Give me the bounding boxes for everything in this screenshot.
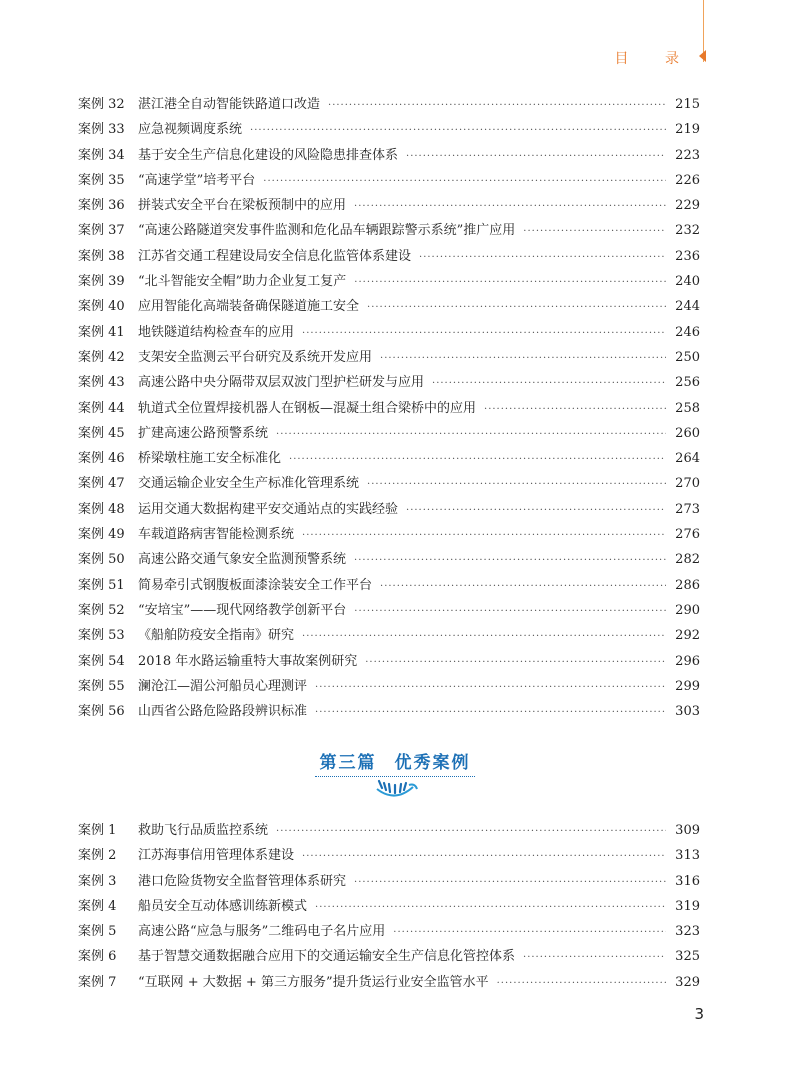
toc-entry-page: 270 <box>675 476 700 492</box>
toc-entry-page: 290 <box>675 602 700 618</box>
toc-entry-page: 309 <box>675 823 700 838</box>
toc-entry[interactable] <box>78 169 700 194</box>
toc-entry-title: 救助飞行品质监控系统 <box>138 823 269 838</box>
toc-entry[interactable] <box>78 895 700 920</box>
section-heading <box>0 748 790 801</box>
toc-entry-title: 地铁隧道结构检查车的应用 <box>138 324 295 340</box>
toc-entry-number: 案例 47 <box>78 476 125 492</box>
toc-leader-dots <box>406 505 666 516</box>
toc-leader-dots <box>276 429 666 440</box>
toc-leader-dots <box>289 454 666 465</box>
toc-entry-title: 基于智慧交通数据融合应用下的交通运输安全生产信息化管控体系 <box>138 949 516 965</box>
toc-entry-title: 2018 年水路运输重特大事故案例研究 <box>138 653 358 669</box>
toc-entry[interactable] <box>78 523 700 548</box>
toc-entry-number: 案例 3 <box>78 873 117 889</box>
toc-entry-title: 桥梁墩柱施工安全标准化 <box>138 451 282 467</box>
toc-entry[interactable] <box>78 870 700 895</box>
toc-entry-title: “高速公路隧道突发事件监测和危化品车辆跟踪警示系统”推广应用 <box>138 223 516 239</box>
toc-entry[interactable] <box>78 447 700 472</box>
toc-entry[interactable] <box>78 700 700 725</box>
toc-entry-number: 案例 40 <box>78 299 125 315</box>
toc-list-part1 <box>78 93 700 725</box>
toc-entry-number: 案例 48 <box>78 501 125 517</box>
section-emblem-icon <box>365 779 425 801</box>
toc-leader-dots <box>419 252 666 263</box>
toc-entry-number: 案例 35 <box>78 172 125 188</box>
toc-entry-page: 286 <box>675 577 700 593</box>
toc-entry-page: 329 <box>675 974 700 990</box>
toc-entry-number: 案例 33 <box>78 122 125 138</box>
toc-entry[interactable] <box>78 118 700 143</box>
toc-leader-dots <box>302 328 666 339</box>
toc-entry-number: 案例 36 <box>78 198 125 214</box>
toc-entry-page: 229 <box>675 198 700 214</box>
toc-entry-number: 案例 5 <box>78 924 117 940</box>
toc-leader-dots <box>315 902 666 913</box>
toc-entry[interactable] <box>78 371 700 396</box>
toc-entry-title: 基于安全生产信息化建设的风险隐患排查体系 <box>138 147 399 163</box>
running-header: 目 录 <box>614 51 695 67</box>
toc-entry-title: “高速学堂”培考平台 <box>138 172 256 188</box>
toc-entry-page: 273 <box>675 501 700 517</box>
toc-entry-number: 案例 4 <box>78 898 117 914</box>
toc-entry-page: 226 <box>675 172 700 188</box>
toc-leader-dots <box>354 201 666 212</box>
toc-entry-number: 案例 2 <box>78 848 117 864</box>
toc-entry-number: 案例 43 <box>78 375 125 391</box>
toc-leader-dots <box>393 927 666 938</box>
toc-entry-page: 276 <box>675 527 700 543</box>
toc-entry-title: 港口危险货物安全监督管理体系研究 <box>138 873 347 889</box>
toc-entry-title: 高速公路“应急与服务”二维码电子名片应用 <box>138 924 386 940</box>
toc-entry-number: 案例 38 <box>78 248 125 264</box>
toc-entry[interactable] <box>78 472 700 497</box>
page-number: 3 <box>694 1005 704 1023</box>
toc-entry-page: 256 <box>675 375 700 391</box>
section-name: 优秀案例 <box>394 753 471 773</box>
toc-leader-dots <box>432 378 666 389</box>
toc-leader-dots <box>523 952 666 963</box>
toc-leader-dots <box>365 657 666 668</box>
toc-entry-title: 《船舶防疫安全指南》研究 <box>138 628 295 644</box>
toc-leader-dots <box>484 404 666 415</box>
toc-entry-number: 案例 55 <box>78 678 125 694</box>
toc-entry-title: 轨道式全位置焊接机器人在钢板—混凝土组合梁桥中的应用 <box>138 400 477 416</box>
toc-list-part3 <box>78 819 700 996</box>
section-title <box>0 748 790 773</box>
toc-entry-page: 299 <box>675 678 700 694</box>
toc-leader-dots <box>354 606 666 617</box>
toc-entry-page: 292 <box>675 628 700 644</box>
toc-entry-title: 湛江港全自动智能铁路道口改造 <box>138 97 321 112</box>
toc-entry-page: 264 <box>675 451 700 467</box>
toc-entry-title: 澜沧江—湄公河船员心理测评 <box>138 678 308 694</box>
toc-entry-title: 交通运输企业安全生产标准化管理系统 <box>138 476 360 492</box>
toc-entry-page: 303 <box>675 704 700 720</box>
toc-entry-number: 案例 45 <box>78 425 125 441</box>
toc-entry-number: 案例 39 <box>78 274 125 290</box>
toc-entry[interactable] <box>78 650 700 675</box>
toc-entry[interactable] <box>78 548 700 573</box>
toc-entry-title: 简易牵引式钢腹板面漆涂装安全工作平台 <box>138 577 373 593</box>
toc-entry-title: 高速公路交通气象安全监测预警系统 <box>138 552 347 568</box>
toc-entry-title: 车载道路病害智能检测系统 <box>138 527 295 543</box>
toc-leader-dots <box>250 125 666 136</box>
toc-entry-number: 案例 52 <box>78 602 125 618</box>
toc-leader-dots <box>354 877 666 888</box>
toc-entry-page: 223 <box>675 147 700 163</box>
toc-entry-number: 案例 41 <box>78 324 125 340</box>
toc-leader-dots <box>380 581 666 592</box>
toc-entry[interactable] <box>78 945 700 970</box>
toc-entry-page: 260 <box>675 425 700 441</box>
toc-entry-number: 案例 32 <box>78 97 125 112</box>
toc-entry-number: 案例 53 <box>78 628 125 644</box>
toc-entry[interactable] <box>78 321 700 346</box>
section-dotted-rule <box>315 776 475 777</box>
toc-entry[interactable] <box>78 675 700 700</box>
toc-entry-page: 319 <box>675 898 700 914</box>
toc-leader-dots <box>315 707 666 718</box>
toc-entry[interactable] <box>78 194 700 219</box>
toc-entry[interactable] <box>78 422 700 447</box>
toc-leader-dots <box>263 176 666 187</box>
toc-entry-number: 案例 54 <box>78 653 125 669</box>
toc-entry[interactable] <box>78 599 700 624</box>
toc-entry[interactable] <box>78 844 700 869</box>
toc-leader-dots <box>354 555 666 566</box>
toc-leader-dots <box>302 631 666 642</box>
toc-entry[interactable] <box>78 270 700 295</box>
toc-entry-number: 案例 37 <box>78 223 125 239</box>
toc-entry-title: “互联网 + 大数据 + 第三方服务”提升货运行业安全监管水平 <box>138 974 489 990</box>
toc-leader-dots <box>380 353 666 364</box>
toc-entry-page: 240 <box>675 274 700 290</box>
toc-leader-dots <box>523 226 666 237</box>
toc-entry-page: 258 <box>675 400 700 416</box>
toc-entry-title: 高速公路中央分隔带双层双波门型护栏研发与应用 <box>138 375 425 391</box>
toc-entry-page: 325 <box>675 949 700 965</box>
toc-entry-number: 案例 49 <box>78 527 125 543</box>
toc-entry-page: 316 <box>675 873 700 889</box>
toc-leader-dots <box>276 826 666 837</box>
toc-entry-title: 应急视频调度系统 <box>138 122 243 138</box>
toc-entry-page: 232 <box>675 223 700 239</box>
toc-entry[interactable] <box>78 219 700 244</box>
toc-entry-page: 236 <box>675 248 700 264</box>
toc-entry-page: 219 <box>675 122 700 138</box>
toc-entry-number: 案例 50 <box>78 552 125 568</box>
toc-entry[interactable] <box>78 574 700 599</box>
toc-entry-title: 应用智能化高端装备确保隧道施工安全 <box>138 299 360 315</box>
toc-entry-title: 山西省公路危险路段辨识标准 <box>138 704 308 720</box>
toc-entry-page: 244 <box>675 299 700 315</box>
toc-entry-number: 案例 44 <box>78 400 125 416</box>
toc-entry[interactable] <box>78 245 700 270</box>
toc-entry[interactable] <box>78 819 700 844</box>
header-triangle-icon <box>699 50 706 62</box>
toc-entry[interactable] <box>78 93 700 118</box>
toc-entry-number: 案例 1 <box>78 823 117 838</box>
toc-entry-title: 支架安全监测云平台研究及系统开发应用 <box>138 349 373 365</box>
toc-entry-title: 船员安全互动体感训练新模式 <box>138 898 308 914</box>
toc-leader-dots <box>328 100 666 111</box>
toc-entry[interactable] <box>78 346 700 371</box>
toc-entry-number: 案例 7 <box>78 974 117 990</box>
toc-entry-number: 案例 51 <box>78 577 125 593</box>
toc-entry-title: “北斗智能安全帽”助力企业复工复产 <box>138 274 347 290</box>
toc-leader-dots <box>406 151 666 162</box>
toc-leader-dots <box>302 851 666 862</box>
toc-entry-page: 282 <box>675 552 700 568</box>
toc-entry-page: 296 <box>675 653 700 669</box>
toc-entry-title: “安培宝”——现代网络教学创新平台 <box>138 602 347 618</box>
toc-leader-dots <box>354 277 666 288</box>
toc-entry-page: 246 <box>675 324 700 340</box>
toc-leader-dots <box>367 479 666 490</box>
toc-entry-number: 案例 46 <box>78 451 125 467</box>
section-part: 第三篇 <box>319 753 377 773</box>
toc-entry[interactable] <box>78 920 700 945</box>
toc-entry[interactable] <box>78 624 700 649</box>
toc-entry-title: 运用交通大数据构建平安交通站点的实践经验 <box>138 501 399 517</box>
toc-entry[interactable] <box>78 295 700 320</box>
toc-leader-dots <box>497 978 666 989</box>
toc-leader-dots <box>315 682 666 693</box>
toc-leader-dots <box>302 530 666 541</box>
toc-entry[interactable] <box>78 397 700 422</box>
toc-entry-title: 江苏省交通工程建设局安全信息化监管体系建设 <box>138 248 412 264</box>
toc-leader-dots <box>367 302 666 313</box>
toc-entry[interactable] <box>78 971 700 996</box>
toc-entry-number: 案例 6 <box>78 949 117 965</box>
toc-entry-page: 323 <box>675 924 700 940</box>
toc-entry-page: 313 <box>675 848 700 864</box>
toc-entry-title: 拼装式安全平台在梁板预制中的应用 <box>138 198 347 214</box>
toc-entry-title: 江苏海事信用管理体系建设 <box>138 848 295 864</box>
toc-entry-page: 215 <box>675 97 700 112</box>
toc-entry-page: 250 <box>675 349 700 365</box>
toc-entry-number: 案例 56 <box>78 704 125 720</box>
toc-entry-number: 案例 34 <box>78 147 125 163</box>
toc-entry-title: 扩建高速公路预警系统 <box>138 425 269 441</box>
toc-entry[interactable] <box>78 498 700 523</box>
toc-entry[interactable] <box>78 144 700 169</box>
toc-entry-number: 案例 42 <box>78 349 125 365</box>
